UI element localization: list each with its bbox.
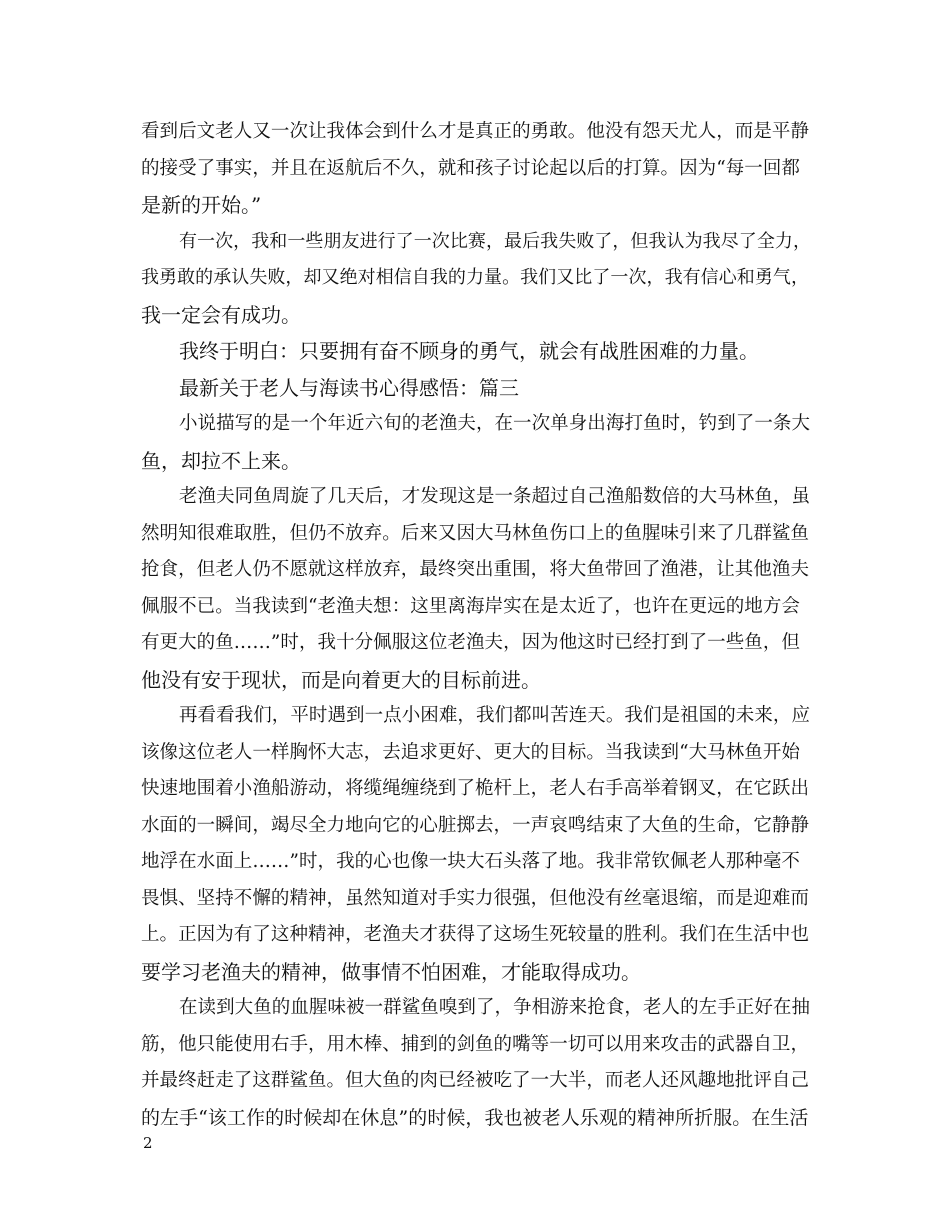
text-line: 筋，他只能使用右手，用木棒、捕到的剑鱼的嘴等一切可以用来攻击的武器自卫， (141, 1033, 810, 1055)
body-text (141, 114, 813, 1136)
text-line: 该像这位老人一样胸怀大志，去追求更好、更大的目标。当我读到“大马林鱼开始 (141, 741, 800, 763)
text-line: 鱼，却拉不上来。 (141, 448, 301, 473)
text-line: 小说描写的是一个年近六旬的老渔夫，在一次单身出海打鱼时，钓到了一条大 (179, 413, 811, 434)
text-line: 我勇敢的承认失败，却又绝对相信自我的力量。我们又比了一次，我有信心和勇气， (141, 267, 809, 288)
text-line: 看到后文老人又一次让我体会到什么才是真正的勇敢。他没有怨天尤人，而是平静 (141, 121, 810, 142)
section-heading: 最新关于老人与海读书心得感悟：篇三 (179, 375, 519, 400)
text-line: 有一次，我和一些朋友进行了一次比赛，最后我失败了，但我认为我尽了全力， (179, 230, 811, 252)
text-line: 我终于明白：只要拥有奋不顾身的勇气，就会有战胜困难的力量。 (179, 339, 759, 363)
text-line: 我一定会有成功。 (141, 302, 301, 327)
text-line: 他没有安于现状，而是向着更大的目标前进。 (141, 667, 541, 692)
text-line: 畏惧、坚持不懈的精神，虽然知道对手实力很强，但他没有丝毫退缩，而是迎难而 (141, 887, 810, 909)
text-line: 的左手“该工作的时候却在休息”的时候，我也被老人乐观的精神所折服。在生活 (141, 1106, 809, 1129)
text-line: 并最终赶走了这群鲨鱼。但大鱼的肉已经被吃了一大半，而老人还风趣地批评自己 (141, 1070, 810, 1091)
text-line: 有更大的鱼……”时，我十分佩服这位老渔夫，因为他这时已经打到了一些鱼，但 (141, 632, 800, 653)
text-line: 地浮在水面上……”时，我的心也像一块大石头落了地。我非常钦佩老人那种毫不 (141, 851, 800, 872)
text-line: 水面的一瞬间，竭尽全力地向它的心脏掷去，一声哀鸣结束了大鱼的生命，它静静 (141, 814, 810, 836)
text-line: 要学习老渔夫的精神，做事情不怕困难，才能取得成功。 (141, 959, 641, 984)
text-line: 佩服不已。当我读到“老渔夫想：这里离海岸实在是太近了，也许在更远的地方会 (141, 595, 800, 617)
text-line: 上。正因为有了这种精神，老渔夫才获得了这场生死较量的胜利。我们在生活中也 (141, 924, 810, 945)
text-line: 再看看我们，平时遇到一点小困难，我们都叫苦连天。我们是祖国的未来，应 (179, 705, 811, 726)
text-line: 然明知很难取胜，但仍不放弃。后来又因大马林鱼伤口上的鱼腥味引来了几群鲨鱼 (141, 522, 810, 544)
text-line: 抢食，但老人仍不愿就这样放弃，最终突出重围，将大鱼带回了渔港，让其他渔夫 (141, 559, 810, 580)
text-line: 快速地围着小渔船游动，将缆绳缠绕到了桅杆上，老人右手高举着钢叉，在它跃出 (141, 778, 810, 799)
text-line: 是新的开始。” (141, 193, 262, 217)
text-line: 老渔夫同鱼周旋了几天后，才发现这是一条超过自己渔船数倍的大马林鱼，虽 (179, 486, 811, 507)
text-line: 的接受了事实，并且在返航后不久，就和孩子讨论起以后的打算。因为“每一回都 (141, 157, 800, 179)
text-line: 在读到大鱼的血腥味被一群鲨鱼嗅到了，争相游来抢食，老人的左手正好在抽 (179, 997, 811, 1018)
page-number: 2 (143, 1134, 153, 1152)
